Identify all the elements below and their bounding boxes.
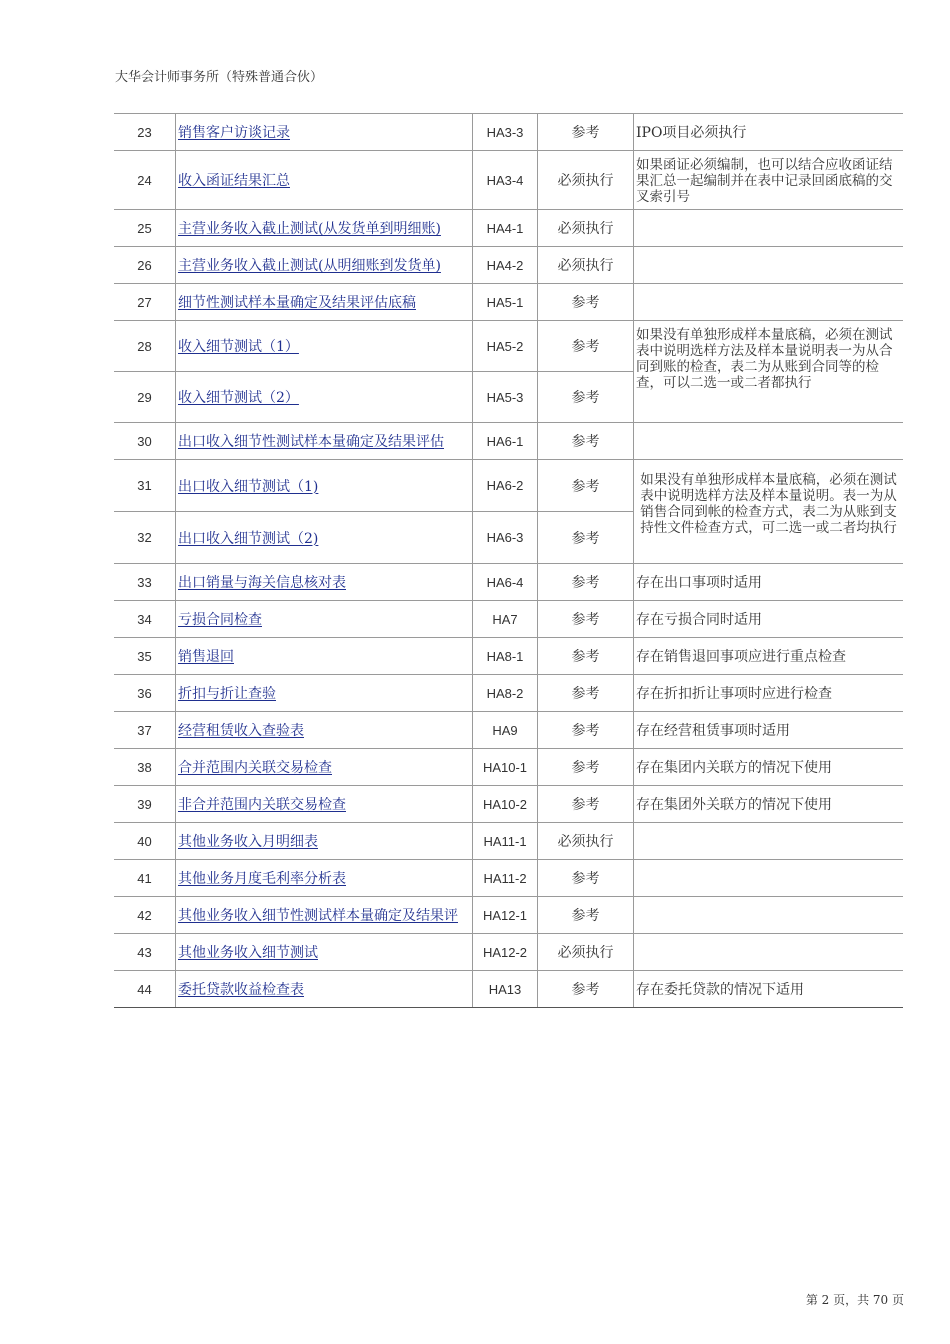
note (634, 284, 904, 321)
table-row (114, 321, 903, 372)
index-code: HA5-1 (473, 284, 538, 321)
requirement: 参考 (538, 512, 634, 564)
workpaper-link[interactable]: 收入细节测试（2） (178, 390, 299, 406)
requirement: 参考 (538, 897, 634, 934)
table-row (114, 786, 903, 823)
table-row (114, 897, 903, 934)
index-code: HA6-4 (473, 564, 538, 601)
index-code: HA11-2 (473, 860, 538, 897)
row-number: 40 (114, 823, 176, 860)
requirement: 参考 (538, 601, 634, 638)
index-code: HA3-3 (473, 114, 538, 151)
note: 存在出口事项时适用 (634, 564, 904, 601)
requirement: 参考 (538, 321, 634, 372)
workpaper-link[interactable]: 出口收入细节测试（2) (178, 530, 319, 547)
row-number: 35 (114, 638, 176, 675)
table-row (114, 210, 903, 247)
table-row (114, 823, 903, 860)
workpaper-link[interactable]: 出口销量与海关信息核对表 (178, 575, 346, 591)
note: 存在销售退回事项应进行重点检查 (634, 638, 904, 675)
note (634, 423, 904, 460)
index-code: HA8-2 (473, 675, 538, 712)
requirement: 必须执行 (538, 934, 634, 971)
note (634, 897, 904, 934)
index-code: HA9 (473, 712, 538, 749)
index-code: HA10-1 (473, 749, 538, 786)
table-row (114, 638, 903, 675)
requirement: 参考 (538, 460, 634, 512)
index-code: HA5-2 (473, 321, 538, 372)
workpaper-link[interactable]: 折扣与折让查验 (178, 686, 276, 702)
workpaper-link[interactable]: 主营业务收入截止测试(从明细账到发货单) (178, 258, 441, 274)
workpaper-link[interactable]: 其他业务收入细节测试 (178, 945, 318, 961)
table-row (114, 151, 903, 210)
index-code: HA10-2 (473, 786, 538, 823)
table-row (114, 971, 903, 1008)
index-code: HA4-1 (473, 210, 538, 247)
table-row (114, 423, 903, 460)
table-row (114, 749, 903, 786)
workpaper-link[interactable]: 委托贷款收益检查表 (178, 982, 304, 998)
row-number: 36 (114, 675, 176, 712)
workpaper-link[interactable]: 主营业务收入截止测试(从发货单到明细账) (178, 221, 441, 237)
workpaper-link[interactable]: 出口收入细节性测试样本量确定及结果评估 (178, 434, 444, 450)
workpaper-link[interactable]: 其他业务收入细节性测试样本量确定及结果评 (178, 908, 458, 924)
note: 存在集团内关联方的情况下使用 (634, 749, 904, 786)
index-code: HA11-1 (473, 823, 538, 860)
index-code: HA6-3 (473, 512, 538, 564)
index-code: HA4-2 (473, 247, 538, 284)
index-code: HA6-2 (473, 460, 538, 512)
note: IPO项目必须执行 (634, 114, 904, 151)
row-number: 31 (114, 460, 176, 512)
index-code: HA6-1 (473, 423, 538, 460)
table-row (114, 114, 903, 151)
workpaper-link[interactable]: 销售客户访谈记录 (178, 125, 290, 141)
firm-header: 大华会计师事务所（特殊普通合伙） (115, 70, 324, 85)
table-row (114, 460, 903, 512)
row-number: 39 (114, 786, 176, 823)
index-code: HA12-2 (473, 934, 538, 971)
page-number: 第 2 页，共 70 页 (805, 1293, 904, 1307)
table-row (114, 934, 903, 971)
workpaper-link[interactable]: 经营租赁收入查验表 (178, 723, 304, 739)
workpaper-link[interactable]: 收入细节测试（1） (178, 339, 299, 355)
workpaper-link[interactable]: 亏损合同检查 (178, 612, 262, 628)
row-number: 23 (114, 114, 176, 151)
note (634, 823, 904, 860)
row-number: 34 (114, 601, 176, 638)
requirement: 必须执行 (538, 823, 634, 860)
requirement: 参考 (538, 114, 634, 151)
row-number: 44 (114, 971, 176, 1008)
index-code: HA8-1 (473, 638, 538, 675)
table-row (114, 601, 903, 638)
requirement: 必须执行 (538, 247, 634, 284)
requirement: 参考 (538, 860, 634, 897)
note (634, 210, 904, 247)
workpaper-link[interactable]: 细节性测试样本量确定及结果评估底稿 (178, 295, 416, 311)
index-code: HA12-1 (473, 897, 538, 934)
note (634, 934, 904, 971)
workpaper-link[interactable]: 收入函证结果汇总 (178, 173, 290, 189)
requirement: 参考 (538, 423, 634, 460)
table-row (114, 284, 903, 321)
requirement: 必须执行 (538, 210, 634, 247)
table-row (114, 675, 903, 712)
workpaper-link[interactable]: 销售退回 (178, 649, 234, 665)
requirement: 参考 (538, 749, 634, 786)
requirement: 参考 (538, 971, 634, 1008)
workpaper-link[interactable]: 合并范围内关联交易检查 (178, 760, 332, 776)
row-number: 38 (114, 749, 176, 786)
row-number: 32 (114, 512, 176, 564)
note: 存在亏损合同时适用 (634, 601, 904, 638)
row-number: 41 (114, 860, 176, 897)
row-number: 43 (114, 934, 176, 971)
row-number: 24 (114, 151, 176, 210)
index-code: HA5-3 (473, 372, 538, 423)
index-code: HA3-4 (473, 151, 538, 210)
requirement: 参考 (538, 638, 634, 675)
requirement: 参考 (538, 712, 634, 749)
requirement: 参考 (538, 284, 634, 321)
workpaper-link[interactable]: 非合并范围内关联交易检查 (178, 797, 346, 813)
note: 存在折扣折让事项时应进行检查 (634, 675, 904, 712)
workpaper-index-table (114, 113, 903, 1008)
note: 如果没有单独形成样本量底稿，必须在测试表中说明选样方法及样本量说明表一为从合同到账的检查，表二为从账到合同等的检查，可以二选一或二者都执行 (636, 327, 893, 391)
row-number: 30 (114, 423, 176, 460)
table-row (114, 564, 903, 601)
index-code: HA13 (473, 971, 538, 1008)
row-number: 26 (114, 247, 176, 284)
row-number: 37 (114, 712, 176, 749)
note: 如果没有单独形成样本量底稿，必须在测试表中说明选样方法及样本量说明。表一为从销售合同到帐的检查方式，表二为从账到支持性文件检查方式，可二选一或二者均执行 (640, 472, 897, 536)
workpaper-link[interactable]: 其他业务收入月明细表 (178, 834, 318, 850)
row-number: 28 (114, 321, 176, 372)
table-row (114, 247, 903, 284)
row-number: 29 (114, 372, 176, 423)
requirement: 参考 (538, 786, 634, 823)
row-number: 27 (114, 284, 176, 321)
note: 存在委托贷款的情况下适用 (634, 971, 904, 1008)
note: 存在集团外关联方的情况下使用 (634, 786, 904, 823)
requirement: 参考 (538, 564, 634, 601)
row-number: 33 (114, 564, 176, 601)
note: 如果函证必须编制，也可以结合应收函证结果汇总一起编制并在表中记录回函底稿的交叉索引号 (636, 157, 893, 205)
table-row (114, 860, 903, 897)
row-number: 42 (114, 897, 176, 934)
note: 存在经营租赁事项时适用 (634, 712, 904, 749)
table-row (114, 712, 903, 749)
index-code: HA7 (473, 601, 538, 638)
note (634, 860, 904, 897)
requirement: 参考 (538, 675, 634, 712)
note (634, 247, 904, 284)
workpaper-link[interactable]: 出口收入细节测试（1) (178, 478, 319, 495)
row-number: 25 (114, 210, 176, 247)
workpaper-link[interactable]: 其他业务月度毛利率分析表 (178, 871, 346, 887)
requirement: 必须执行 (538, 151, 634, 210)
requirement: 参考 (538, 372, 634, 423)
